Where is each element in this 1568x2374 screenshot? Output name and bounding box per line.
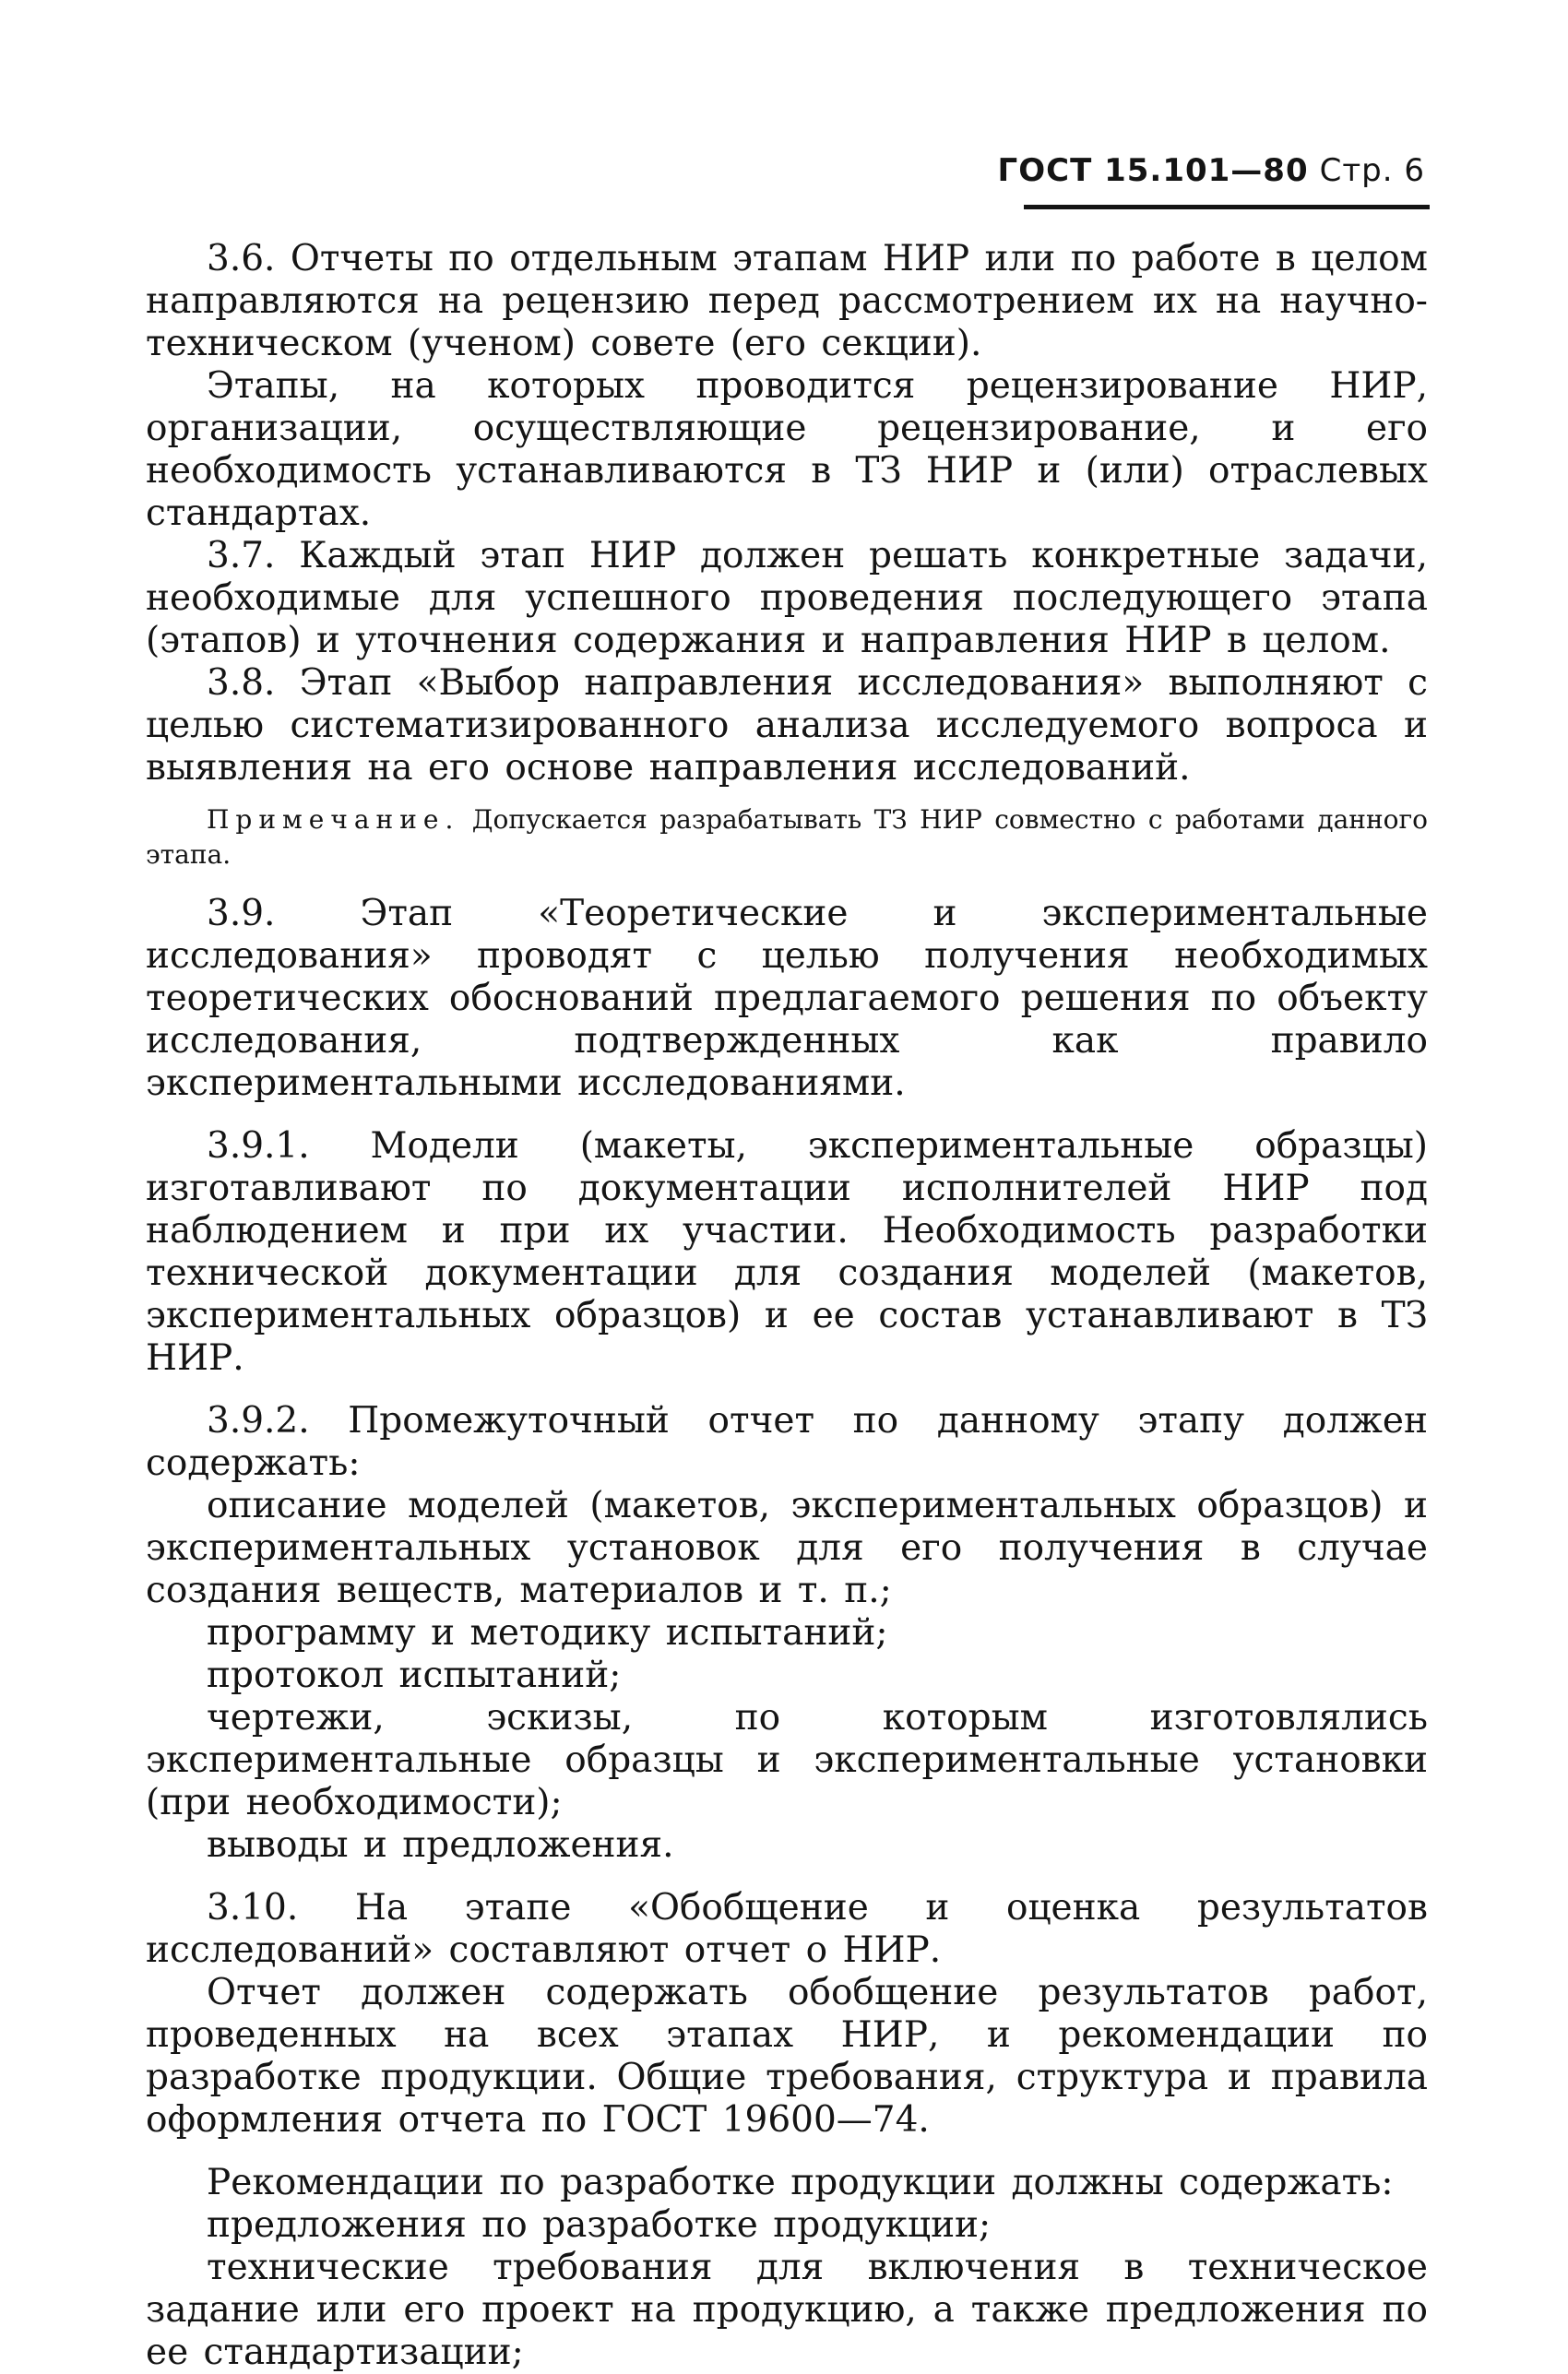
list-item-test-protocol: протокол испытаний; [207,1655,622,1696]
paragraph-3-9-1: 3.9.1. Модели (макеты, экспериментальные образцы) изготавливают по документации исполнителей НИР под наблюдением и при их участии. Необходимость разработки технической документации для создания моделей (макетов, экспериментальных образцов) и ее состав устанавливают в ТЗ НИР. [146,1125,1428,1379]
list-item-conclusions: выводы и предложения. [207,1824,674,1866]
paragraph-3-6: 3.6. Отчеты по отдельным этапам НИР или по работе в целом направляются на рецензию перед рассмотрением их на научно-техническом (ученом) совете (его секции). [146,238,1428,364]
list-item-test-program: программу и методику испытаний; [207,1612,888,1654]
note [146,802,1428,872]
paragraph-3-8: 3.8. Этап «Выбор направления исследования» выполняют с целью систематизированного анализа исследуемого вопроса и выявления на его основе направления исследований. [146,662,1428,789]
list-item-drawings: чертежи, эскизы, по которым изготовлялись экспериментальные образцы и экспериментальные установки (при необходимости); [146,1697,1428,1823]
note-label: Примечание. [207,804,460,835]
note-text: Допускается разрабатывать ТЗ НИР совместно с работами данного этапа. [146,804,1428,870]
paragraph-3-9: 3.9. Этап «Теоретические и экспериментальные исследования» проводят с целью получения необходимых теоретических обоснований предлагаемого решения по объекту исследования, подтвержденных как правило экспериментальными исследованиями. [146,893,1428,1104]
page-number: Стр. 6 [1319,152,1425,189]
paragraph-3-6-stages: Этапы, на которых проводится рецензирование НИР, организации, осуществляющие рецензирование, и его необходимость устанавливаются в ТЗ НИР и (или) отраслевых стандартах. [146,365,1428,534]
list-item-technical-requirements: технические требования для включения в техническое задание или его проект на продукцию, а также предложения по ее стандартизации; [146,2247,1428,2373]
paragraph-3-10: 3.10. На этапе «Обобщение и оценка результатов исследований» составляют отчет о НИР. [146,1887,1428,1971]
list-item-proposals: предложения по разработке продукции; [207,2204,992,2246]
paragraph-3-9-2: 3.9.2. Промежуточный отчет по данному этапу должен содержать: [146,1400,1428,1484]
standard-number: ГОСТ 15.101—80 [997,152,1309,189]
page-header [998,152,1425,189]
list-item-models-description: описание моделей (макетов, экспериментальных образцов) и экспериментальных установок для его получения в случае создания веществ, материалов и т. п.; [146,1485,1428,1611]
document-body [146,238,1428,2374]
header-rule [1024,205,1430,209]
paragraph-recommendations: Рекомендации по разработке продукции должны содержать: [207,2162,1394,2203]
paragraph-3-7: 3.7. Каждый этап НИР должен решать конкретные задачи, необходимые для успешного проведения последующего этапа (этапов) и уточнения содержания и направления НИР в целом. [146,535,1428,661]
paragraph-3-10-report: Отчет должен содержать обобщение результатов работ, проведенных на всех этапах НИР, и рекомендации по разработке продукции. Общие требования, структура и правила оформления отчета по ГОСТ 19600—74. [146,1972,1428,2141]
